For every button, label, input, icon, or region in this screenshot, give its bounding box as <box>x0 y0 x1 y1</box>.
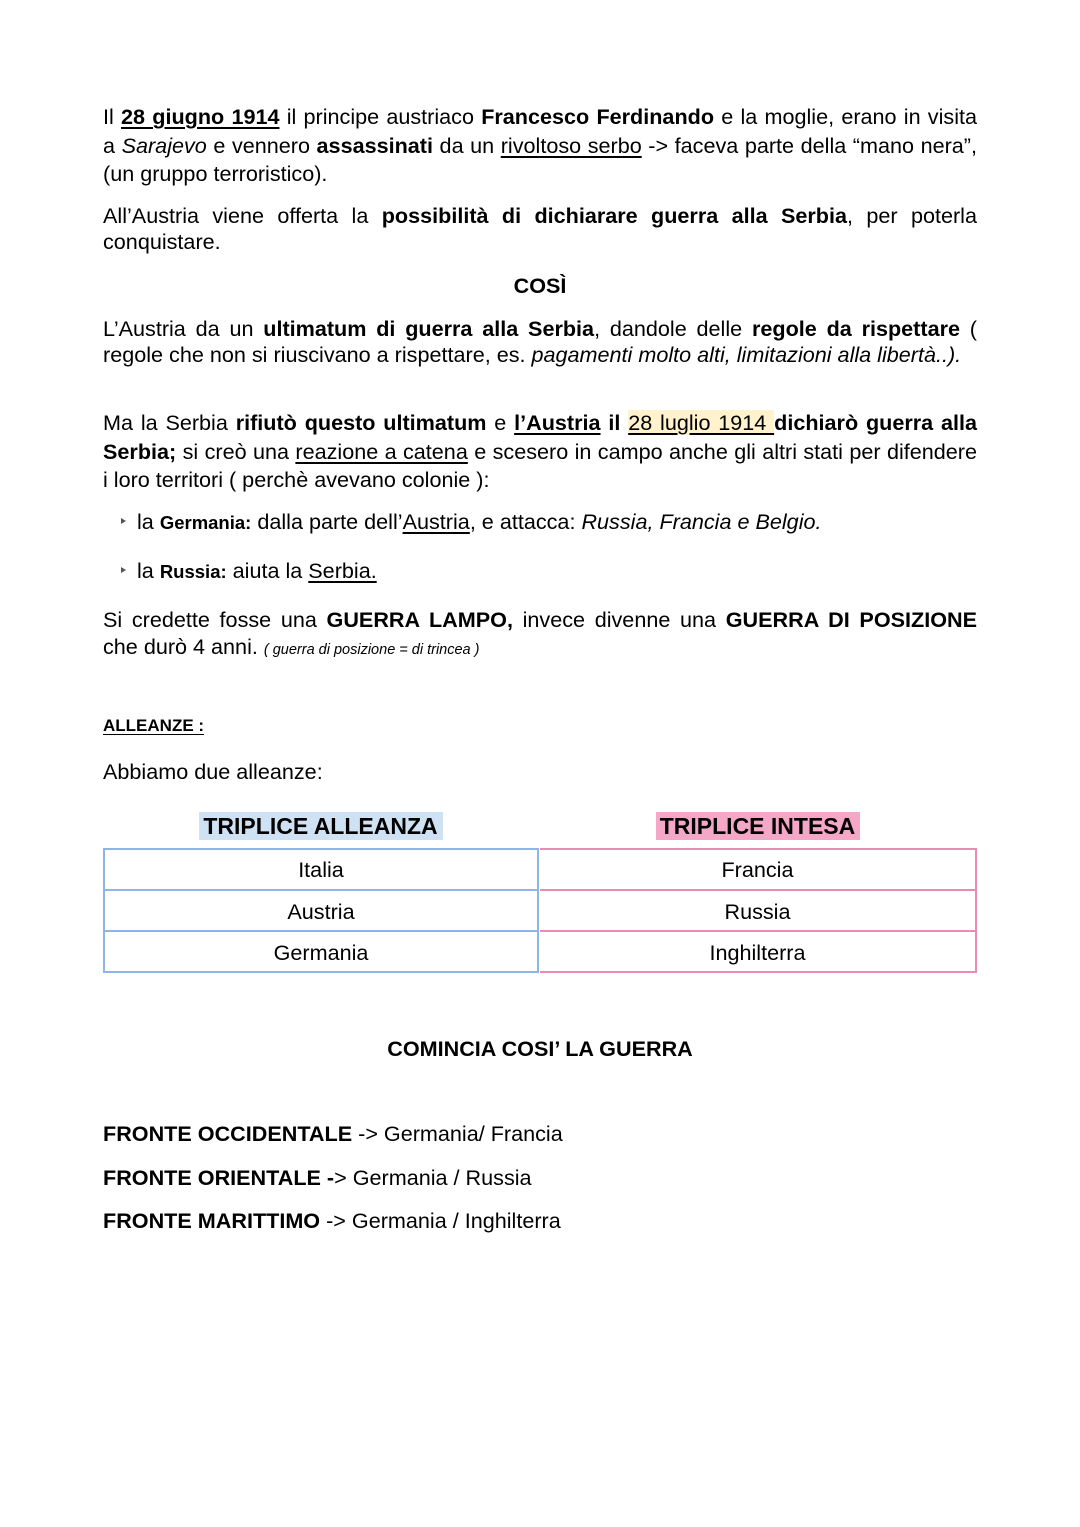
fronte-marittimo <box>103 1208 561 1234</box>
bullet-triangle-icon <box>121 567 126 573</box>
table-cell: Austria <box>105 889 537 930</box>
fronte-orientale <box>103 1165 532 1191</box>
fronte-label: FRONTE MARITTIMO <box>103 1208 321 1233</box>
date-28-giugno-1914: 28 giugno 1914 <box>121 104 280 129</box>
text: Si credette fosse una <box>103 607 327 632</box>
bold-possibilita: possibilità di dichiarare guerra alla Serbia <box>381 203 848 228</box>
bullet-triangle-icon <box>121 518 126 524</box>
underlined-rivoltoso-serbo: rivoltoso serbo <box>500 132 642 158</box>
fronte-text: -> Germania / Inghilterra <box>320 1208 561 1233</box>
header-triplice-intesa <box>540 812 976 841</box>
bold-regole: regole da rispettare <box>751 316 960 341</box>
text: L’Austria da un <box>103 316 264 341</box>
fronte-occidentale <box>103 1121 563 1147</box>
bold-rifiuto: rifiutò questo ultimatum <box>235 410 487 435</box>
text: si creò una <box>176 438 296 464</box>
fronte-label: FRONTE OCCIDENTALE <box>103 1121 353 1146</box>
bold-guerra-lampo: GUERRA LAMPO, <box>326 607 513 632</box>
fronte-text: -> Germania/ Francia <box>352 1121 563 1146</box>
section-heading-alleanze: ALLEANZE : <box>103 716 205 735</box>
text: Ma la Serbia <box>103 410 236 435</box>
header-label: TRIPLICE ALLEANZA <box>199 812 442 840</box>
highlighted-date-28-luglio-1914: 28 luglio 1914 <box>628 410 775 435</box>
table-cell: Germania <box>105 930 537 971</box>
header-triplice-alleanza <box>103 812 539 841</box>
table-cell: Russia <box>540 889 975 930</box>
text: Il <box>103 104 122 129</box>
fronte-label: FRONTE ORIENTALE - <box>103 1165 335 1190</box>
bold-underlined-austria: l’Austria <box>514 410 601 435</box>
text: la <box>137 509 160 534</box>
text: , e attacca: <box>469 509 582 534</box>
bold-label-russia: Russia: <box>159 561 227 582</box>
italic-examples: pagamenti molto alti, limitazioni alla libertà..). <box>531 341 962 367</box>
italic-attacked-countries: Russia, Francia e Belgio. <box>581 509 822 534</box>
bullet-russia <box>103 558 977 585</box>
text: e la moglie, erano in visita a <box>103 104 977 158</box>
bold-il: il <box>600 410 629 435</box>
table-column-alleanza <box>103 848 539 973</box>
bold-assassinati: assassinati <box>316 132 433 158</box>
alleanze-intro: Abbiamo due alleanze: <box>103 759 323 784</box>
underlined-reazione-a-catena: reazione a catena <box>295 438 468 464</box>
text: il principe austriaco <box>279 104 482 129</box>
text: da un <box>433 132 501 158</box>
bold-francesco-ferdinando: Francesco Ferdinando <box>481 104 715 129</box>
italic-sarajevo: Sarajevo <box>121 132 207 158</box>
bullet-germania <box>103 509 977 536</box>
underlined-serbia: Serbia. <box>308 558 377 583</box>
bold-label-germania: Germania: <box>159 512 252 533</box>
text: e <box>486 410 515 435</box>
text: ( regole che non si riuscivano a rispettare, es. <box>103 316 977 367</box>
paragraph-ultimatum <box>103 316 977 367</box>
heading-comincia-la-guerra: COMINCIA COSI’ LA GUERRA <box>387 1036 693 1061</box>
text: che durò 4 anni. <box>103 634 264 659</box>
bold-dichiaro-guerra: dichiarò guerra alla Serbia; <box>103 410 978 464</box>
text: , per poterla conquistare. <box>103 203 977 254</box>
text: la <box>137 558 160 583</box>
table-column-intesa <box>540 848 977 973</box>
table-cell: Inghilterra <box>540 930 975 971</box>
text: , dandole delle <box>594 316 752 341</box>
bold-guerra-di-posizione: GUERRA DI POSIZIONE <box>725 607 978 632</box>
bold-ultimatum: ultimatum di guerra alla Serbia <box>263 316 595 341</box>
table-cell: Italia <box>298 857 344 882</box>
text: -> faceva parte della “mano nera”, (un gruppo terroristico). <box>103 132 977 186</box>
table-cell: Francia <box>721 857 794 882</box>
heading-cosi: COSÌ <box>513 273 567 298</box>
paragraph-possibility <box>103 203 977 255</box>
text: e scesero in campo anche gli altri stati per difendere i loro territori ( perchè avevano colonie ): <box>103 438 977 492</box>
text: invece divenne una <box>512 607 726 632</box>
paragraph-declaration <box>103 409 977 495</box>
paragraph-assassination <box>103 103 977 189</box>
text: aiuta la <box>226 558 309 583</box>
text: All’Austria viene offerta la <box>103 203 382 228</box>
paragraph-guerra-lampo <box>103 606 977 664</box>
note-trincea: ( guerra di posizione = di trincea ) <box>263 642 480 658</box>
header-label: TRIPLICE INTESA <box>656 812 861 840</box>
fronte-text: > Germania / Russia <box>334 1165 532 1190</box>
text: e vennero <box>206 132 317 158</box>
underlined-austria: Austria <box>402 509 470 534</box>
text: dalla parte dell’ <box>251 509 403 534</box>
